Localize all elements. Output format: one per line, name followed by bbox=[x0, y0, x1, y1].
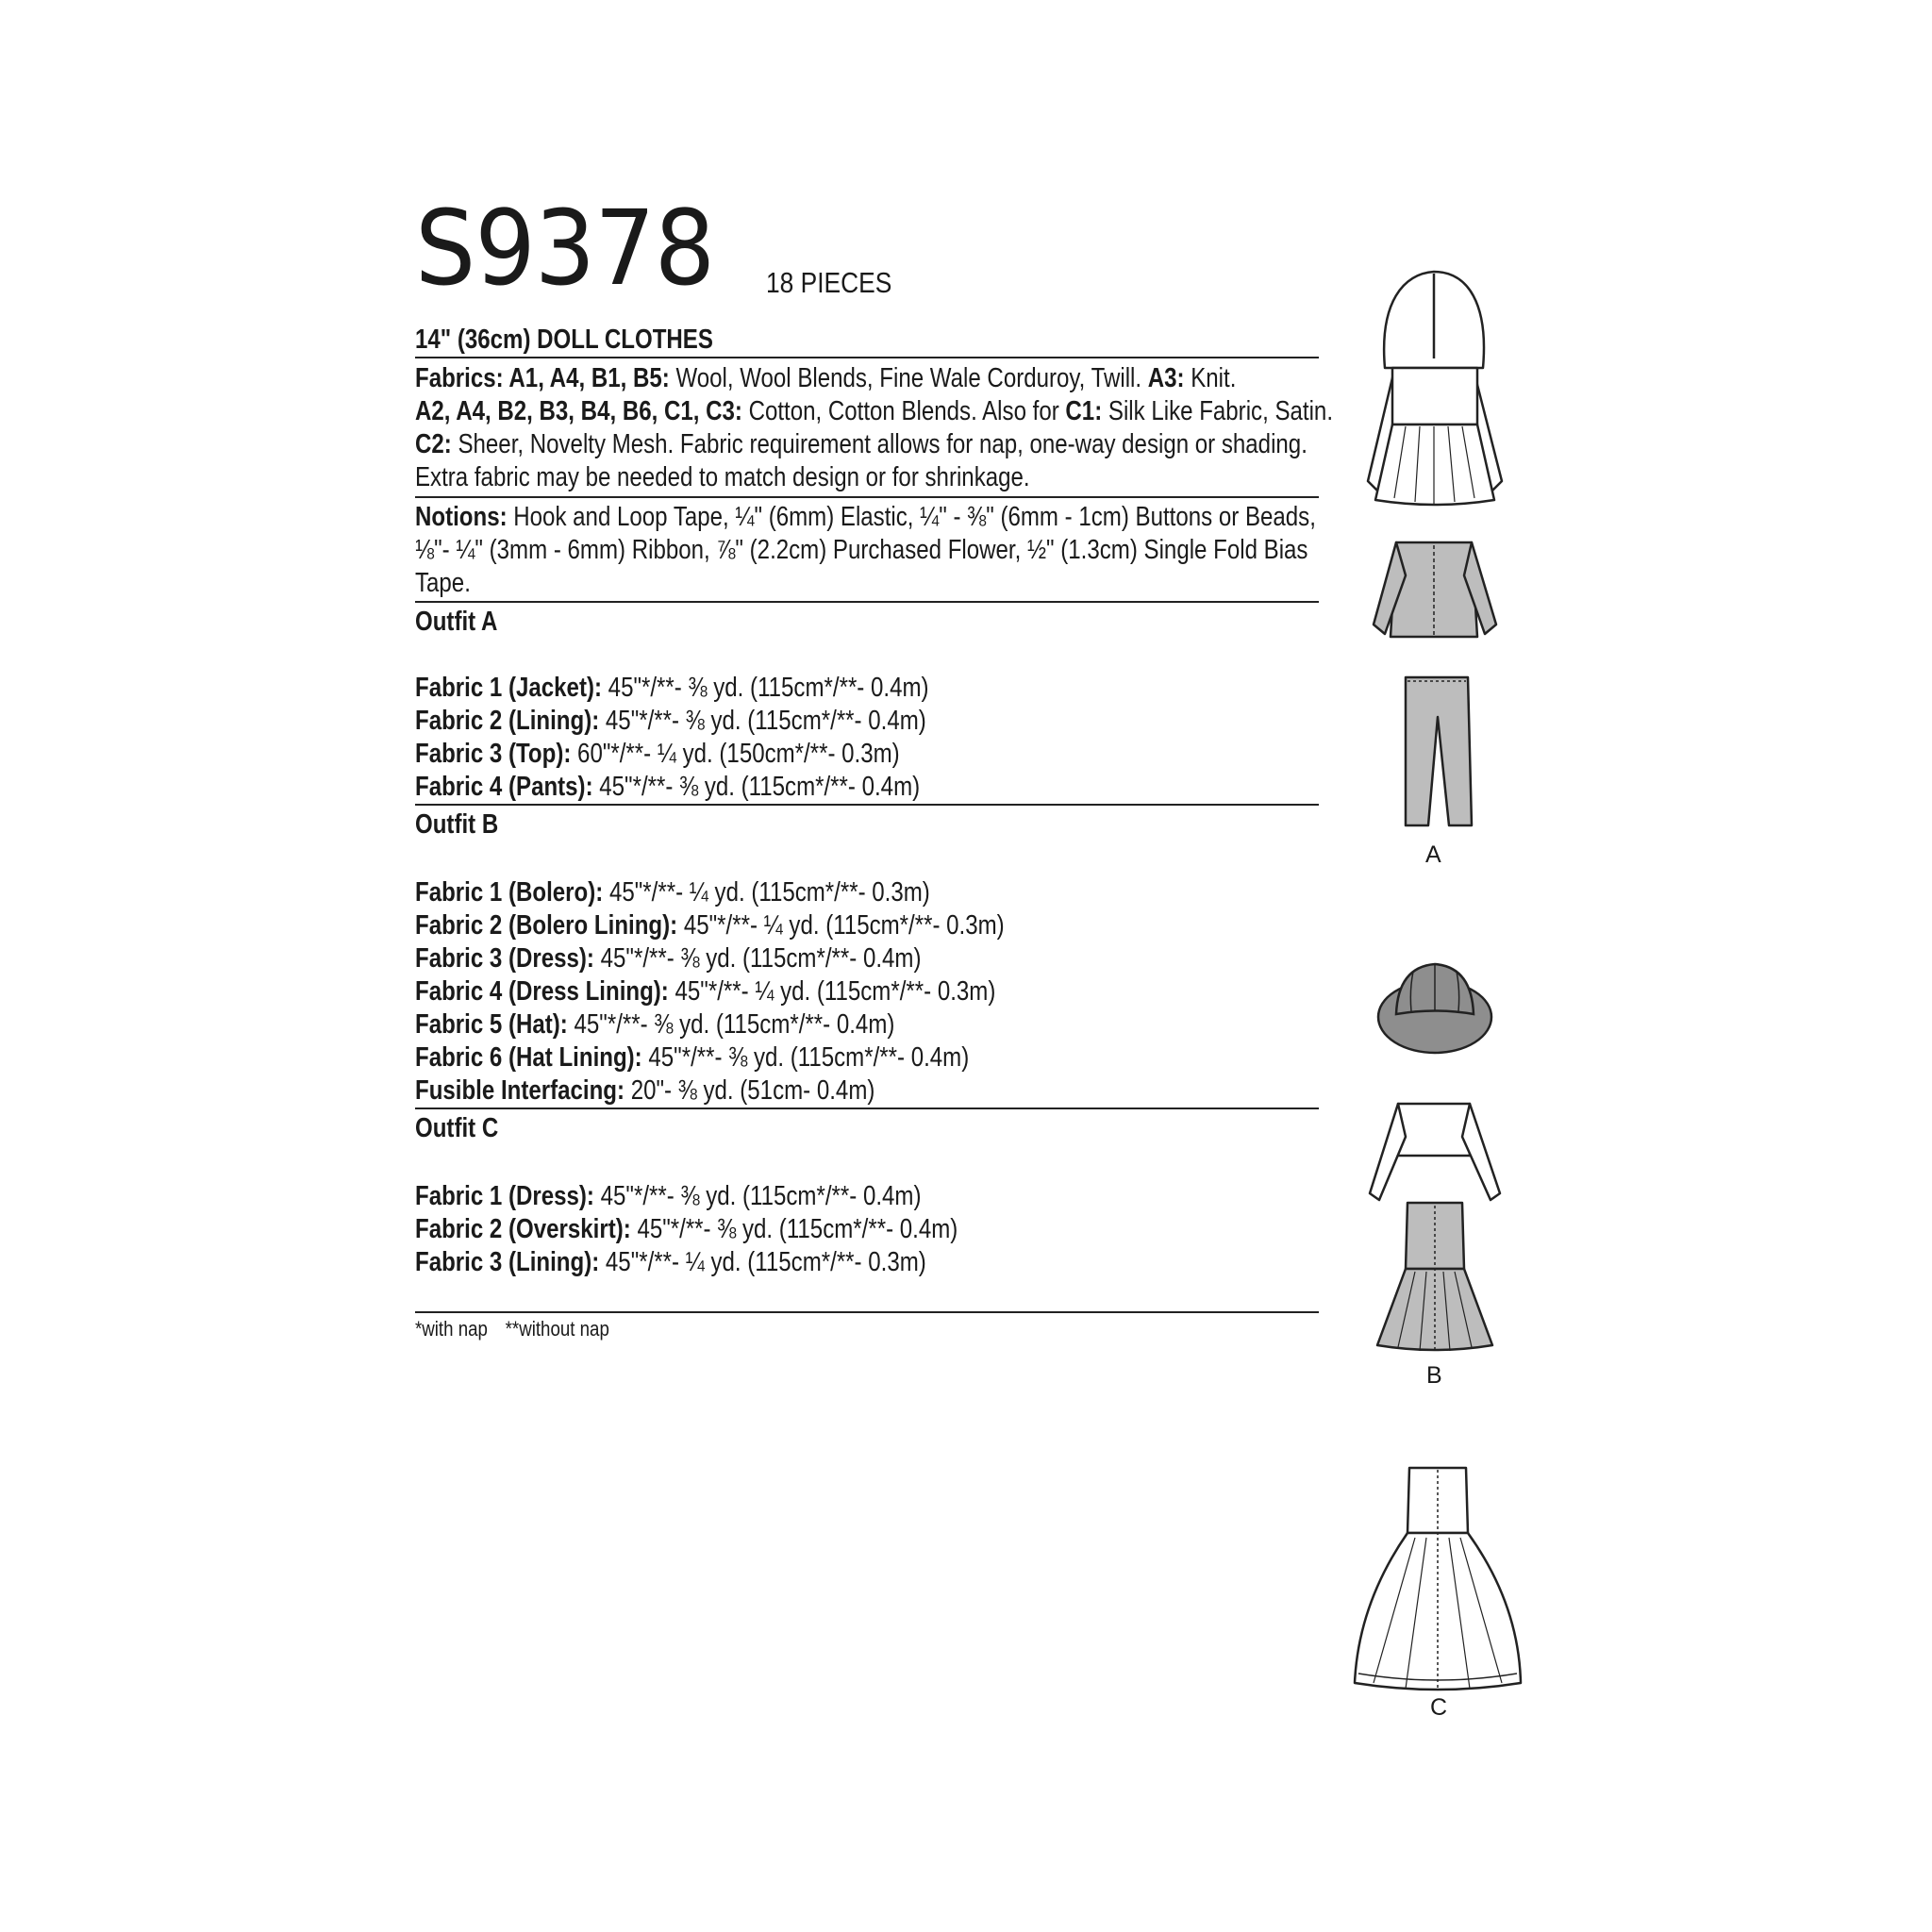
fabric-label: Fabric 4 (Pants): bbox=[415, 772, 593, 802]
fabric-label: Fabric 1 (Jacket): bbox=[415, 673, 602, 703]
fabrics-line-2 bbox=[415, 394, 1333, 428]
text-segment: Sheer, Novelty Mesh. Fabric requirement allows for nap, one-way design or shading. bbox=[451, 429, 1307, 459]
fabric-yardage: 45"*/**- ⅜ yd. (115cm*/**- 0.4m) bbox=[593, 943, 922, 974]
label-segment: A2, A4, B2, B3, B4, B6, C1, C3: bbox=[415, 396, 742, 426]
view-b-label: B bbox=[1426, 1362, 1442, 1389]
fabric-row bbox=[415, 1041, 969, 1074]
fabric-yardage: 45"*/**- ⅜ yd. (115cm*/**- 0.4m) bbox=[567, 1009, 895, 1040]
fabric-yardage: 45"*/**- ⅜ yd. (115cm*/**- 0.4m) bbox=[599, 706, 926, 736]
fabric-yardage: 45"*/**- ⅜ yd. (115cm*/**- 0.4m) bbox=[593, 1181, 922, 1211]
fabric-yardage: 45"*/**- ⅜ yd. (115cm*/**- 0.4m) bbox=[630, 1214, 958, 1244]
divider bbox=[415, 804, 1319, 806]
view-c-label: C bbox=[1430, 1694, 1448, 1721]
fabric-label: Fabric 3 (Lining): bbox=[415, 1247, 600, 1277]
fabric-label: Fabric 4 (Dress Lining): bbox=[415, 976, 669, 1007]
label-segment: C2: bbox=[415, 429, 452, 459]
fabric-label: Fabric 6 (Hat Lining): bbox=[415, 1042, 642, 1073]
label-segment: A3: bbox=[1147, 363, 1185, 393]
fabric-label: Fabric 3 (Dress): bbox=[415, 943, 594, 974]
fabric-label: Fabric 1 (Bolero): bbox=[415, 877, 604, 908]
fabric-yardage: 45"*/**- ¼ yd. (115cm*/**- 0.3m) bbox=[677, 910, 1005, 941]
text-segment: Cotton, Cotton Blends. Also for bbox=[741, 396, 1066, 426]
fabric-yardage: 45"*/**- ¼ yd. (115cm*/**- 0.3m) bbox=[668, 976, 996, 1007]
fabric-row bbox=[415, 1212, 958, 1246]
fabric-label: Fabric 2 (Bolero Lining): bbox=[415, 910, 678, 941]
fabric-label: Fabric 3 (Top): bbox=[415, 739, 572, 769]
fabric-row bbox=[415, 1008, 894, 1041]
outfit-b-heading: Outfit B bbox=[415, 809, 499, 840]
divider bbox=[415, 1311, 1319, 1313]
fabric-label: Fusible Interfacing: bbox=[415, 1075, 625, 1106]
divider bbox=[415, 496, 1319, 498]
label-segment: Fabrics: A1, A4, B1, B5: bbox=[415, 363, 670, 393]
fabric-yardage: 20"- ⅜ yd. (51cm- 0.4m) bbox=[625, 1075, 875, 1106]
fabric-label: Fabric 2 (Lining): bbox=[415, 706, 600, 736]
divider bbox=[415, 601, 1319, 603]
divider bbox=[415, 357, 1319, 358]
fabric-yardage: 45"*/**- ⅜ yd. (115cm*/**- 0.4m) bbox=[601, 673, 929, 703]
text-segment: Extra fabric may be needed to match design or for shrinkage. bbox=[415, 462, 1030, 492]
fabric-row bbox=[415, 941, 922, 975]
footnote-with-nap: *with nap bbox=[415, 1317, 488, 1341]
text-segment: ⅛"- ¼" (3mm - 6mm) Ribbon, ⅞" (2.2cm) Purchased Flower, ½" (1.3cm) Single Fold Bias bbox=[415, 535, 1308, 565]
label-segment: Notions: bbox=[415, 502, 508, 532]
text-segment: Knit. bbox=[1184, 363, 1237, 393]
fabric-row bbox=[415, 671, 929, 705]
divider bbox=[415, 1108, 1319, 1109]
footnotes bbox=[415, 1317, 609, 1341]
fabric-row bbox=[415, 1179, 922, 1213]
fabric-row bbox=[415, 1074, 874, 1108]
fabric-label: Fabric 1 (Dress): bbox=[415, 1181, 594, 1211]
fabrics-line-3 bbox=[415, 427, 1307, 461]
footnote-without-nap: **without nap bbox=[505, 1317, 609, 1341]
notions-line-3 bbox=[415, 566, 471, 600]
text-segment: Hook and Loop Tape, ¼" (6mm) Elastic, ¼" - ⅜" (6mm - 1cm) Buttons or Beads, bbox=[507, 502, 1316, 532]
text-segment: Silk Like Fabric, Satin. bbox=[1102, 396, 1334, 426]
fabric-label: Fabric 5 (Hat): bbox=[415, 1009, 568, 1040]
notions-line-1 bbox=[415, 500, 1316, 534]
doc-title: 14" (36cm) DOLL CLOTHES bbox=[415, 325, 713, 355]
fabric-yardage: 45"*/**- ⅜ yd. (115cm*/**- 0.4m) bbox=[641, 1042, 970, 1073]
fabrics-line-4 bbox=[415, 460, 1030, 494]
label-segment: C1: bbox=[1065, 396, 1103, 426]
pattern-number: S9378 bbox=[415, 188, 715, 308]
fabric-yardage: 45"*/**- ¼ yd. (115cm*/**- 0.3m) bbox=[599, 1247, 926, 1277]
outfit-a-heading: Outfit A bbox=[415, 607, 498, 637]
fabric-yardage: 45"*/**- ¼ yd. (115cm*/**- 0.3m) bbox=[603, 877, 930, 908]
piece-count: 18 PIECES bbox=[766, 266, 892, 299]
view-a-label: A bbox=[1425, 841, 1441, 868]
fabric-row bbox=[415, 974, 995, 1008]
fabric-row bbox=[415, 704, 926, 738]
fabrics-line-1 bbox=[415, 361, 1236, 395]
fabric-row bbox=[415, 1245, 926, 1279]
fabric-yardage: 45"*/**- ⅜ yd. (115cm*/**- 0.4m) bbox=[592, 772, 921, 802]
fabric-row bbox=[415, 875, 930, 909]
fabric-label: Fabric 2 (Overskirt): bbox=[415, 1214, 631, 1244]
notions-line-2 bbox=[415, 533, 1307, 567]
fabric-row bbox=[415, 770, 920, 804]
outfit-c-heading: Outfit C bbox=[415, 1113, 499, 1143]
text-segment: Tape. bbox=[415, 568, 471, 598]
fabric-row bbox=[415, 737, 900, 771]
fabric-yardage: 60"*/**- ¼ yd. (150cm*/**- 0.3m) bbox=[571, 739, 900, 769]
fabric-row bbox=[415, 908, 1005, 942]
text-segment: Wool, Wool Blends, Fine Wale Corduroy, Twill. bbox=[669, 363, 1148, 393]
